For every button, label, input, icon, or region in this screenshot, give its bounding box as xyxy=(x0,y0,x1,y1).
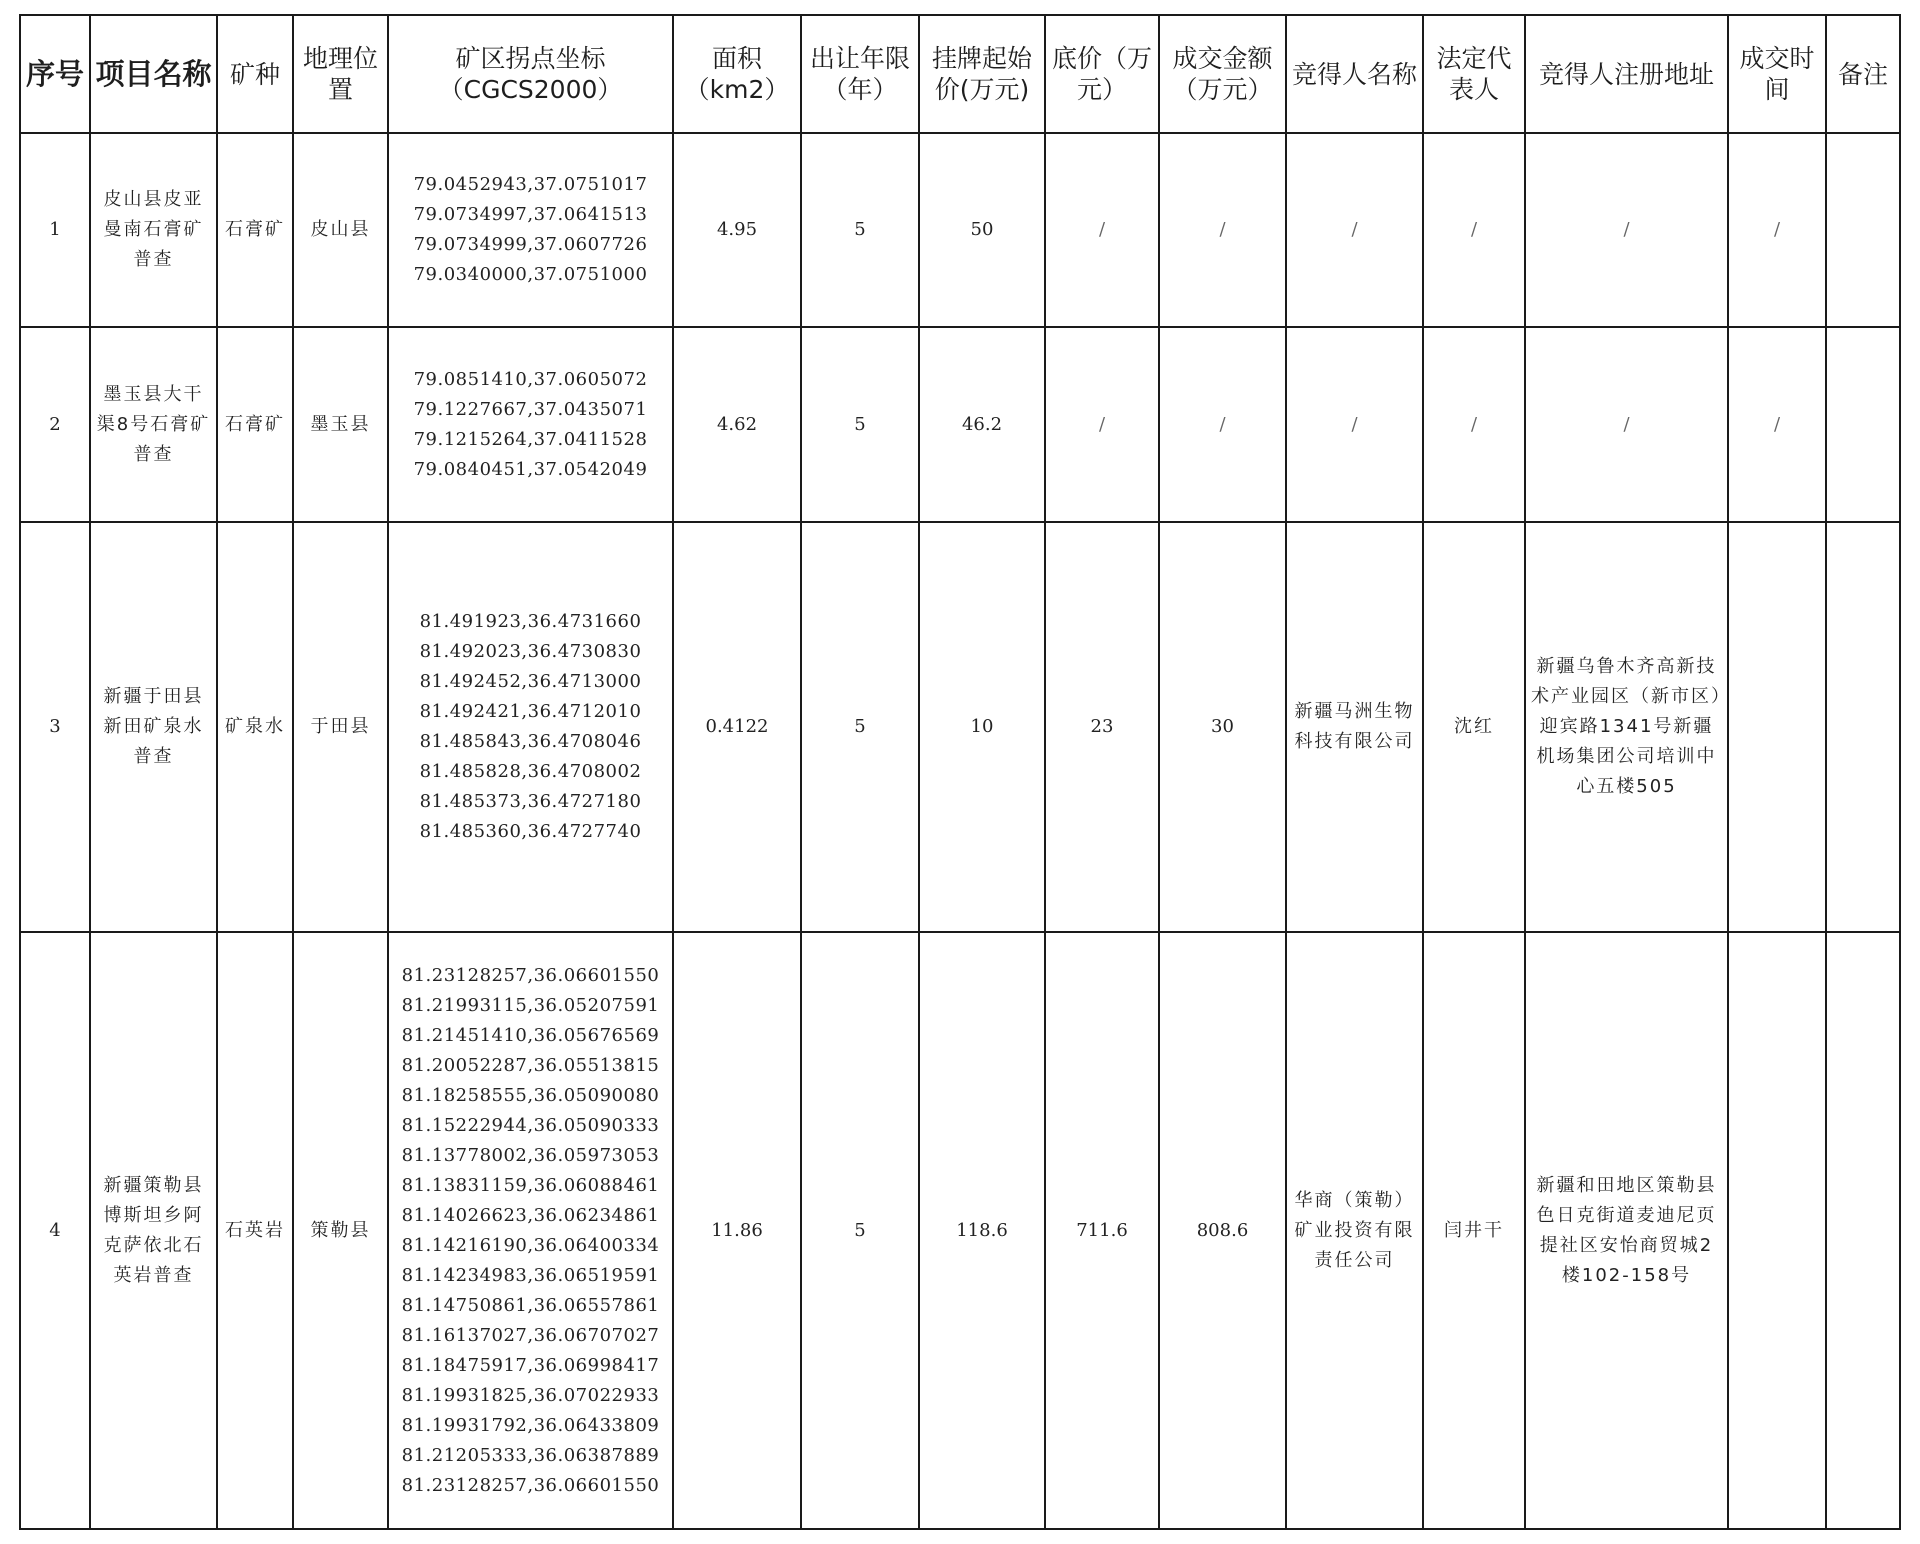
cell-mineral: 石膏矿 xyxy=(217,327,293,522)
cell-legal-rep: / xyxy=(1423,133,1525,327)
header-address: 竞得人注册地址 xyxy=(1525,15,1728,133)
cell-remarks xyxy=(1826,327,1900,522)
coord-line: 79.0734999,37.0607726 xyxy=(413,234,648,255)
cell-area: 4.95 xyxy=(673,133,801,327)
coord-line: 79.0734997,37.0641513 xyxy=(413,204,648,225)
coord-line: 81.14216190,36.06400334 xyxy=(401,1234,660,1256)
table-row xyxy=(20,932,1900,1529)
cell-coords xyxy=(388,133,673,327)
header-area: 面积（km2） xyxy=(673,15,801,133)
cell-coords xyxy=(388,327,673,522)
table-row xyxy=(20,133,1900,327)
header-winner: 竞得人名称 xyxy=(1286,15,1423,133)
coord-line: 81.19931792,36.06433809 xyxy=(401,1414,660,1436)
cell-winner: / xyxy=(1286,327,1423,522)
coord-line: 81.18258555,36.05090080 xyxy=(401,1084,660,1106)
coord-line: 81.23128257,36.06601550 xyxy=(401,1474,660,1496)
cell-listing-price: 10 xyxy=(919,522,1045,932)
cell-term: 5 xyxy=(801,932,919,1529)
coord-line: 81.485360,36.4727740 xyxy=(419,821,642,842)
cell-mineral: 石英岩 xyxy=(217,932,293,1529)
coord-line: 81.21451410,36.05676569 xyxy=(401,1024,660,1046)
cell-area: 11.86 xyxy=(673,932,801,1529)
coord-line: 81.14026623,36.06234861 xyxy=(401,1204,660,1226)
cell-listing-price: 46.2 xyxy=(919,327,1045,522)
header-remarks: 备注 xyxy=(1826,15,1900,133)
coord-line: 81.18475917,36.06998417 xyxy=(401,1354,660,1376)
cell-deal-amount: / xyxy=(1159,133,1286,327)
cell-seq: 4 xyxy=(20,932,90,1529)
cell-location: 于田县 xyxy=(293,522,388,932)
cell-deal-time xyxy=(1728,522,1826,932)
cell-project-name: 新疆于田县新田矿泉水普查 xyxy=(90,522,217,932)
coord-line: 81.13831159,36.06088461 xyxy=(401,1174,660,1196)
cell-deal-amount: / xyxy=(1159,327,1286,522)
coord-line: 79.0452943,37.0751017 xyxy=(413,174,648,195)
header-coords: 矿区拐点坐标（CGCS2000） xyxy=(388,15,673,133)
cell-deal-amount: 30 xyxy=(1159,522,1286,932)
cell-area: 4.62 xyxy=(673,327,801,522)
cell-legal-rep: 沈红 xyxy=(1423,522,1525,932)
cell-remarks xyxy=(1826,133,1900,327)
coord-line: 81.491923,36.4731660 xyxy=(419,611,642,632)
table-row xyxy=(20,522,1900,932)
coord-line: 79.0851410,37.0605072 xyxy=(413,368,648,390)
cell-winner: / xyxy=(1286,133,1423,327)
cell-address: 新疆和田地区策勒县色日克街道麦迪尼页提社区安怡商贸城2楼102-158号 xyxy=(1525,932,1728,1529)
cell-location: 墨玉县 xyxy=(293,327,388,522)
cell-address: / xyxy=(1525,133,1728,327)
cell-reserve-price: / xyxy=(1045,327,1159,522)
header-project-name: 项目名称 xyxy=(90,15,217,133)
cell-project-name: 新疆策勒县博斯坦乡阿克萨依北石英岩普查 xyxy=(90,932,217,1529)
coord-line: 81.19931825,36.07022933 xyxy=(401,1384,660,1406)
header-seq: 序号 xyxy=(20,15,90,133)
coord-line: 81.485843,36.4708046 xyxy=(419,731,642,752)
cell-coords xyxy=(388,932,673,1529)
coord-line: 81.23128257,36.06601550 xyxy=(401,964,660,986)
cell-legal-rep: / xyxy=(1423,327,1525,522)
coord-line: 81.16137027,36.06707027 xyxy=(401,1324,660,1346)
cell-deal-time: / xyxy=(1728,133,1826,327)
cell-listing-price: 50 xyxy=(919,133,1045,327)
coord-line: 79.0340000,37.0751000 xyxy=(413,264,648,285)
cell-project-name: 墨玉县大干渠8号石膏矿普查 xyxy=(90,327,217,522)
cell-project-name: 皮山县皮亚曼南石膏矿普查 xyxy=(90,133,217,327)
header-legal-rep: 法定代表人 xyxy=(1423,15,1525,133)
header-mineral: 矿种 xyxy=(217,15,293,133)
coord-line: 79.1227667,37.0435071 xyxy=(413,398,648,420)
cell-listing-price: 118.6 xyxy=(919,932,1045,1529)
header-reserve-price: 底价（万元） xyxy=(1045,15,1159,133)
cell-deal-time xyxy=(1728,932,1826,1529)
cell-location: 策勒县 xyxy=(293,932,388,1529)
header-deal-amount: 成交金额（万元） xyxy=(1159,15,1286,133)
cell-seq: 1 xyxy=(20,133,90,327)
coord-line: 81.492452,36.4713000 xyxy=(419,671,642,692)
cell-location: 皮山县 xyxy=(293,133,388,327)
header-listing-price: 挂牌起始价(万元) xyxy=(919,15,1045,133)
coord-line: 81.485828,36.4708002 xyxy=(419,761,642,782)
header-deal-time: 成交时间 xyxy=(1728,15,1826,133)
cell-term: 5 xyxy=(801,522,919,932)
cell-winner: 华商（策勒）矿业投资有限责任公司 xyxy=(1286,932,1423,1529)
cell-reserve-price: / xyxy=(1045,133,1159,327)
cell-address: 新疆乌鲁木齐高新技术产业园区（新市区）迎宾路1341号新疆机场集团公司培训中心五楼505 xyxy=(1525,522,1728,932)
cell-term: 5 xyxy=(801,133,919,327)
header-location: 地理位置 xyxy=(293,15,388,133)
coord-line: 81.21993115,36.05207591 xyxy=(401,994,660,1016)
header-term: 出让年限（年） xyxy=(801,15,919,133)
cell-reserve-price: 23 xyxy=(1045,522,1159,932)
coord-line: 81.14234983,36.06519591 xyxy=(401,1264,660,1286)
cell-deal-amount: 808.6 xyxy=(1159,932,1286,1529)
cell-remarks xyxy=(1826,522,1900,932)
cell-reserve-price: 711.6 xyxy=(1045,932,1159,1529)
coord-line: 79.1215264,37.0411528 xyxy=(413,428,648,450)
coord-line: 81.20052287,36.05513815 xyxy=(401,1054,660,1076)
mining-rights-table xyxy=(19,14,1901,1530)
cell-coords xyxy=(388,522,673,932)
cell-mineral: 石膏矿 xyxy=(217,133,293,327)
cell-deal-time: / xyxy=(1728,327,1826,522)
cell-seq: 2 xyxy=(20,327,90,522)
table-row xyxy=(20,327,1900,522)
coord-line: 81.14750861,36.06557861 xyxy=(401,1294,660,1316)
coord-line: 81.13778002,36.05973053 xyxy=(401,1144,660,1166)
coord-line: 81.15222944,36.05090333 xyxy=(401,1114,660,1136)
coord-line: 81.492023,36.4730830 xyxy=(419,641,642,662)
coord-line: 81.21205333,36.06387889 xyxy=(401,1444,660,1466)
cell-remarks xyxy=(1826,932,1900,1529)
coord-line: 81.492421,36.4712010 xyxy=(419,701,642,722)
coord-line: 81.485373,36.4727180 xyxy=(419,791,642,812)
cell-term: 5 xyxy=(801,327,919,522)
cell-winner: 新疆马洲生物科技有限公司 xyxy=(1286,522,1423,932)
header-row xyxy=(20,15,1900,133)
cell-legal-rep: 闫井干 xyxy=(1423,932,1525,1529)
cell-area: 0.4122 xyxy=(673,522,801,932)
cell-address: / xyxy=(1525,327,1728,522)
cell-seq: 3 xyxy=(20,522,90,932)
cell-mineral: 矿泉水 xyxy=(217,522,293,932)
coord-line: 79.0840451,37.0542049 xyxy=(413,458,648,480)
